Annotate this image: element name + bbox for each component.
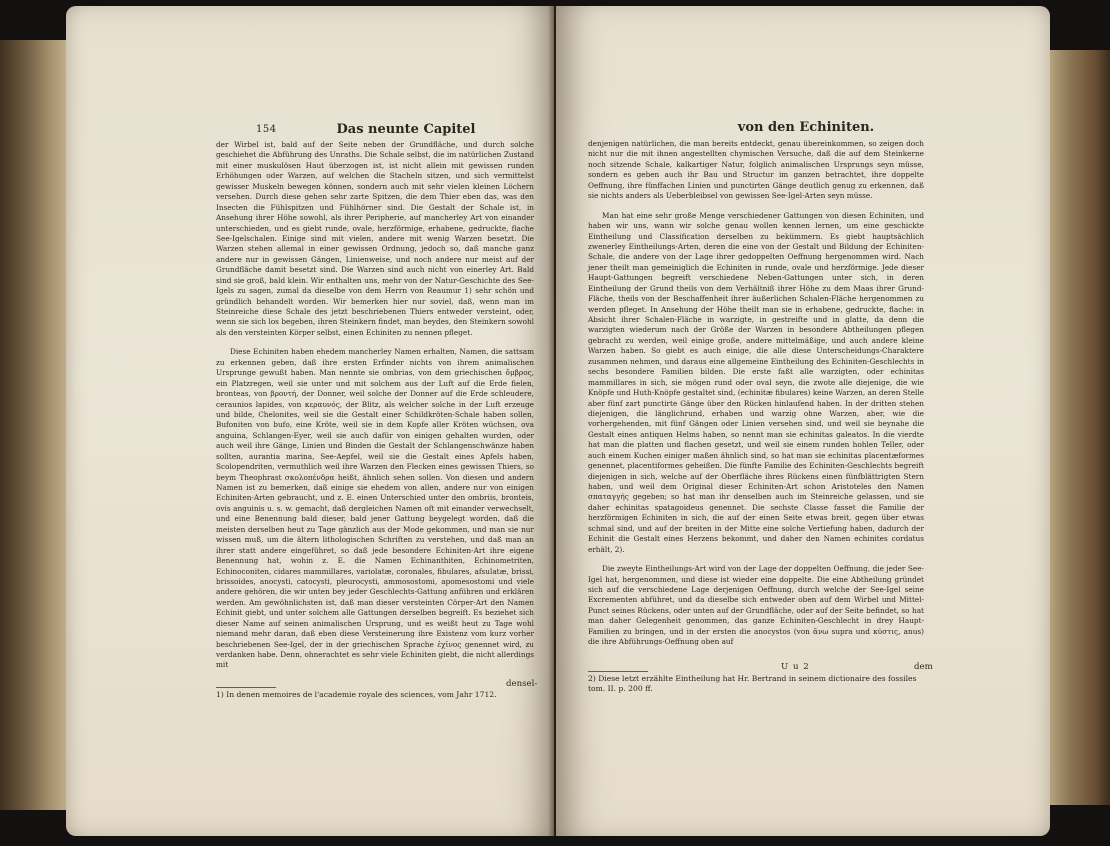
right-page xyxy=(556,6,1050,836)
body-paragraph: der Wirbel ist, bald auf der Seite neben der Grundfläche, und durch solche geschiehet die Abführung des Unraths. Die Schale selbst, die im natürlichen Zustand mit einer muskulösen Haut überzogen ist, ist nicht allein mit gewissen runden Erhöhungen oder Warzen, auf welchen die Stacheln sitzen, und sich vermittelst gewisser Muskeln bewegen können, sondern auch mit sehr vielen kleinen Löchern versehen. Durch diese gehen sehr zarte Spitzen, die dem Thier eben das, was den Insecten die Fühlspitzen und Fühlhörner sind. Die Gestalt der Schale ist, in Ansehung ihrer Höhe sowohl, als ihrer Peripherie, auf mancherley Art von einander unterschieden, und es giebt runde, ovale, herzförmige, erhabene, gedruckte, flache See-Igelschalen. Einige sind mit vielen, andere mit wenig Warzen besetzt. Die Warzen stehen allemal in einer gewissen Ordnung, jedoch so, daß manche ganz andere nur in gewissen Gängen, Linienweise, und noch andere nur meist auf der Grundfläche damit besetzt sind. Die Warzen sind auch nicht von einerley Art. Bald sind sie groß, bald klein. Wir enthalten uns, mehr von der Natur-Geschichte des See-Igels zu sagen, zumal da dieselbe von dem Herrn von Reaumur 1) sehr schön und gründlich behandelt worden. Wir bemerken hier nur soviel, daß, wenn man im Steinreiche diese Schale des jetzt beschriebenen Thiers entweder versteint, oder, wenn sie sich los begeben, ihren Steinkern findet, man beydes, den Steinkern sowohl als den versteinten Körper selbst, einen Echiniten zu nennen pfleget. xyxy=(216,140,534,337)
left-page-body xyxy=(216,140,534,671)
signature-mark: U u 2 xyxy=(781,662,810,672)
left-page-header xyxy=(66,120,554,140)
body-paragraph: Man hat eine sehr große Menge verschiedener Gattungen von diesen Echiniten, und haben wir uns, wann wir solche genau wollen kennen lernen, um eine geschickte Eintheilung und Classification derselben zu bekümmern. Es giebt hauptsächlich zwenerley Eintheilungs-Arten, deren die eine von der Gestalt und Bildung der Echiniten-Schale, die andere von der Lage ihrer gedoppelten Oeffnung hergenommen wird. Nach jener theilt man gemeiniglich die Echiniten in runde, ovale und herzförmige. Jede dieser Haupt-Gattungen begreift verschiedene Neben-Gattungen unter sich, in deren Eintheilung der Grund theils von dem Verhältniß ihrer Höhe zu dem Maas ihrer Grund-Fläche, theils von der Beschaffenheit ihrer äußerlichen Schalen-Fläche hergenommen zu werden pfleget. In Ansehung der Höhe theilt man sie in erhabene, gedruckte, flache: in Absicht ihrer Schalen-Fläche in warzigte, in gestreifte und in glatte, da denn die warzigten wiederum nach der Größe der Warzen in besondere Abtheilungen pflegen gebracht zu werden, weil einige große, andere mittelmäßige, und auch andere kleine Warzen haben. So giebt es auch einige, die alle diese Unterscheidungs-Charaktere zusammen nehmen, und daraus eine allgemeine Eintheilung des Echiniten-Geschlechts in sechs besondere Familien bilden. Die erste faßt alle warzigten, oder echinitas mammillares in sich, sie mögen rund oder oval seyn, die zwote alle diejenige, die wie Knöpfe und Huth-Knöpfe gestaltet sind, (echinitæ fibulares) keine Warzen, an deren Stelle aber fünf zart punctirte Gänge über den Rücken hinlaufend haben. In der dritten stehen diejenigen, die länglichrund, erhaben und warzig ohne Warzen, aber, wie die vorhergehenden, mit fünf Gängen oder Linien versehen sind, und weil sie beynahe die Gestalt eines antiquen Helms haben, so nennt man sie echinitas galeatos. In die vierdte hat man die platten und flachen gesetzt, und weil sie einem runden hohlen Teller, oder auch einem Kuchen einiger maßen ähnlich sind, so hat man sie echinitas placentæformes genennet, placentiformes geheißen. Die fünfte Familie des Echiniten-Geschlechts begreift diejenigen in sich, welche auf der Oberfläche ihres Rückens einen fünfblättrigten Stern haben, und weil dem Original dieser Echiniten-Art schon Aristoteles den Namen σπαταγγής gegeben; so hat man ihr denselben auch im Steinreiche gelassen, und sie daher echinitas spatagoideus genennet. Die sechste Classe fasset die Familie der herzförmigen Echiniten in sich, die auf der einen Seite etwas breit, gegen über etwas schmal sind, und auf der breiten in der Mitte eine solche Vertiefung haben, dadurch der Echinit die Gestalt eines Herzens bekommt, und daher den Namen echinites cordatus erhält, 2). xyxy=(588,210,924,554)
page-number: 154 xyxy=(256,124,277,135)
body-paragraph: Die zweyte Eintheilungs-Art wird von der Lage der doppelten Oeffnung, die jeder See-Igel hat, hergenommen, und diese ist wieder eine doppelte. Die eine Abtheilung gründet sich auf die verschiedene Lage derjenigen Oeffnung, durch welche der See-Igel seine Excrementen abführet, und da dieselbe sich entweder oben auf dem Wirbel und Mittel-Punct seines Rückens, oder unten auf der Grundfläche, oder auf der Seite befindet, so hat man daher Gelegenheit genommen, das ganze Echiniten-Geschlecht in drey Haupt-Familien zu bringen, und in der ersten die anocystos (von ἄνω supra und κύστις, anus) die ihre Abführungs-Oeffnung oben auf xyxy=(588,564,924,647)
right-page-stack-edge xyxy=(1048,50,1110,805)
running-title: Das neunte Capitel xyxy=(336,122,476,137)
right-page-body xyxy=(588,139,924,648)
body-paragraph: denjenigen natürlichen, die man bereits entdeckt, genau übereinkommen, so zeigen doch nicht nur die mit ihnen angestellten chymischen Versuche, daß die auf dem Steinkerne noch sitzende Schale, kalkartiger Natur, folglich animalischen Ursprungs seyn müsse, sondern es geben auch ihr Bau und Structur im ganzen betrachtet, ihre doppelte Oeffnung, ihre fünffachen Linien und punctirten Gänge deutlich genug zu erkennen, daß sie nichts anders als Ueberbleibsel von gewissen See-Igel-Arten seyn müsse. xyxy=(588,139,924,201)
footnote-rule xyxy=(216,687,276,688)
footnote: 2) Diese letzt erzählte Eintheilung hat Hr. Bertrand in seinem dictionaire des fossiles tom. II. p. 200 ff. xyxy=(588,674,917,693)
footnote-rule xyxy=(588,671,648,672)
left-page-stack-edge xyxy=(0,40,72,810)
footnote: 1) In denen memoires de l'academie royale des sciences, vom Jahr 1712. xyxy=(216,690,497,699)
right-page-header xyxy=(556,120,1050,140)
left-page xyxy=(66,6,554,836)
running-title: von den Echiniten. xyxy=(737,120,875,135)
catchword: densel- xyxy=(506,679,538,689)
catchword: dem xyxy=(914,662,933,672)
body-paragraph: Diese Echiniten haben ehedem mancherley Namen erhalten, Namen, die sattsam zu erkennen geben, daß ihre ersten Erfinder nichts von ihrem animalischen Ursprunge gewußt haben. Man nennte sie ombrias, von dem griechischen ὄμβρος, ein Platzregen, weil sie unter und mit solchem aus der Luft auf die Erde fielen, bronteas, von βροντή, der Donner, weil solche der Donner auf die Erde schleudere, ceraunios lapides, von κεραυνός, der Blitz, als welcher solche in der Luft erzeuge und bilde, Chelonites, weil sie die Gestalt einer Schildkröten-Schale haben sollen, Bufoniten von bufo, eine Kröte, weil sie in dem Kopfe aller Kröten wüchsen, ova anguina, Schlangen-Eyer, weil sie auch dafür von einigen gehalten wurden, oder auch weil ihre Gänge, Linien und Binden die Gestalt der Schlangenschwänze haben sollten, aurantia marina, See-Aepfel, weil sie die Gestalt eines Apfels haben, Scolopendriten, vermuthlich weil ihre Warzen den Flecken eines gewissen Thiers, so beym Theophrast σκολοπένδρα heißt, ähnlich sehen sollen. Von diesen und andern Namen ist zu bemerken, daß einige sie ehedem von allen, andere nur von einigen Echiniten-Arten gebraucht, und z. E. einen Unterschied unter den ombriis, bronteis, ovis anguinis u. s. w. gemacht, daß dergleichen Namen oft mit einander verwechselt, und eine Benennung bald dieser, bald jener Gattung beygelegt worden, daß die meisten derselben heut zu Tage gänzlich aus der Mode gekommen, und man sie nur wissen muß, um die ältern lithologischen Schriften zu verstehen, und daß man an ihrer statt andere eingeführet, so daß jede besondere Echiniten-Art ihre eigene Benennung hat, wohin z. E. die Namen Echinanthiten, Echinometriten, Echinoconiten, cidares mammillares, variolatæ, coronales, fibulares, afsulatæ, brissi, brissoides, anocysti, catocysti, pleurocysti, ammosostomi, apomesostomi und viele andere gehören, die wir unten bey jeder Geschlechts-Gattung anführen und erklären werden. Am gewöhnlichsten ist, daß man dieser versteinten Cörper-Art den Namen Echinit giebt, und unter solchem alle Gattungen derselben begreift. Es beziehet sich dieser Name auf seinen animalischen Ursprung, und es weißt heut zu Tage wohl niemand mehr daran, daß eben diese Versteinerung ihre Existenz vom kurz vorher beschriebenen See-Igel, der in der griechischen Sprache ἐχῖνος genennet wird, zu verdanken habe. Denn, ohnerachtet es sehr viele Echiniten giebt, die nicht allerdings mit xyxy=(216,347,534,670)
